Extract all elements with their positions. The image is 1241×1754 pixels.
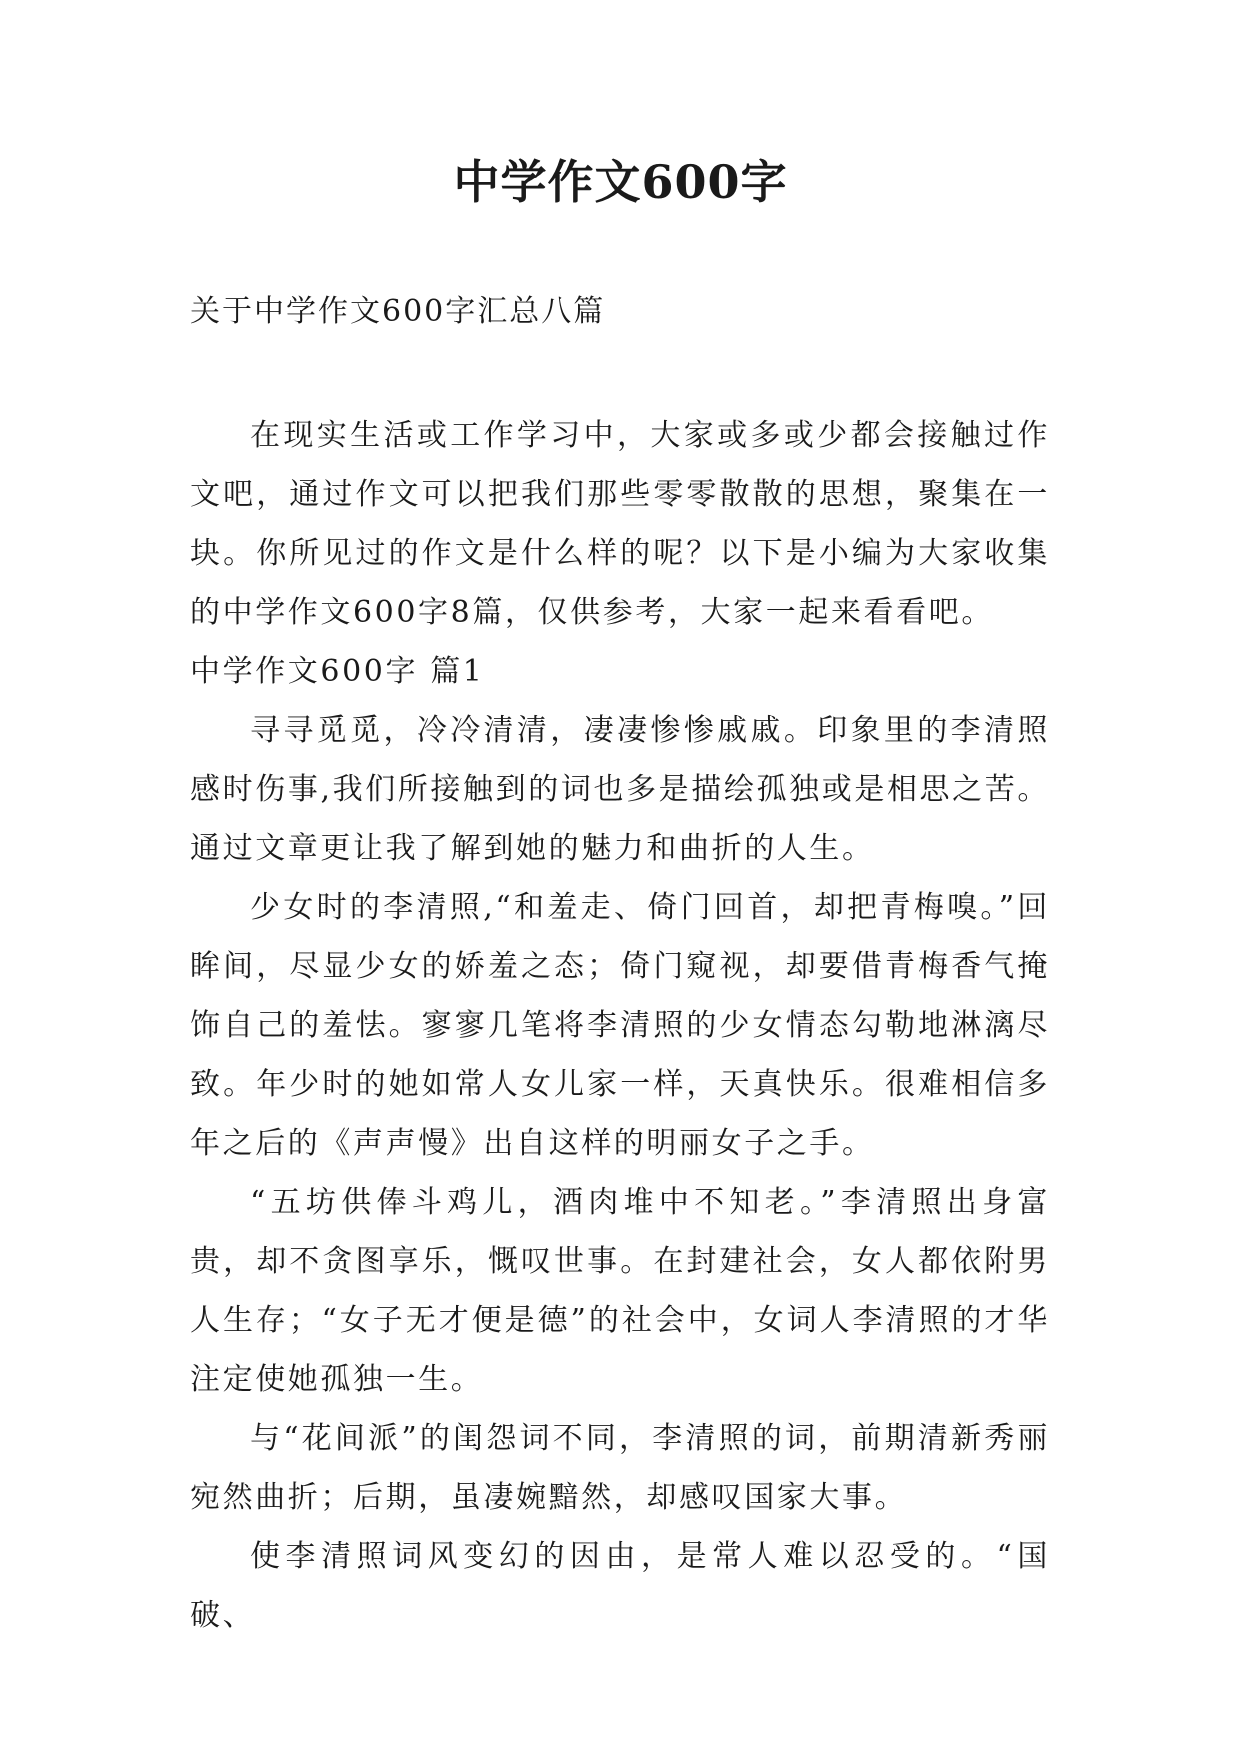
- document-title: 中学作文600字: [453, 155, 788, 209]
- body-paragraph: 寻寻觅觅，冷冷清清，凄凄惨惨戚戚。印象里的李清照感时伤事,我们所接触到的词也多是描绘孤独或是相思之苦。通过文章更让我了解到她的魅力和曲折的人生。: [190, 713, 1050, 866]
- body-paragraph: 少女时的李清照,“和羞走、倚门回首，却把青梅嗅。”回眸间，尽显少女的娇羞之态；倚门窥视，却要借青梅香气掩饰自己的羞怯。寥寥几笔将李清照的少女情态勾勒地淋漓尽致。年少时的她如常人女儿家一样，天真快乐。很难相信多年之后的《声声慢》出自这样的明丽女子之手。: [190, 890, 1050, 1161]
- document-body: [190, 406, 1050, 1645]
- body-paragraph: 与“花间派”的闺怨词不同，李清照的词，前期清新秀丽宛然曲折；后期，虽凄婉黯然，却感叹国家大事。: [190, 1421, 1050, 1515]
- section-heading: 中学作文600字 篇1: [190, 654, 485, 689]
- body-paragraph: 使李清照词风变幻的因由，是常人难以忍受的。“国破、: [190, 1539, 1050, 1633]
- body-paragraph: “五坊供俸斗鸡儿，酒肉堆中不知老。”李清照出身富贵，却不贪图享乐，慨叹世事。在封建社会，女人都依附男人生存；“女子无才便是德”的社会中，女词人李清照的才华注定使她孤独一生。: [190, 1185, 1050, 1397]
- document-subtitle: 关于中学作文600字汇总八篇: [190, 294, 606, 329]
- intro-paragraph: 在现实生活或工作学习中，大家或多或少都会接触过作文吧，通过作文可以把我们那些零零散散的思想，聚集在一块。你所见过的作文是什么样的呢？以下是小编为大家收集的中学作文600字8篇，仅供参考，大家一起来看看吧。: [190, 418, 1050, 630]
